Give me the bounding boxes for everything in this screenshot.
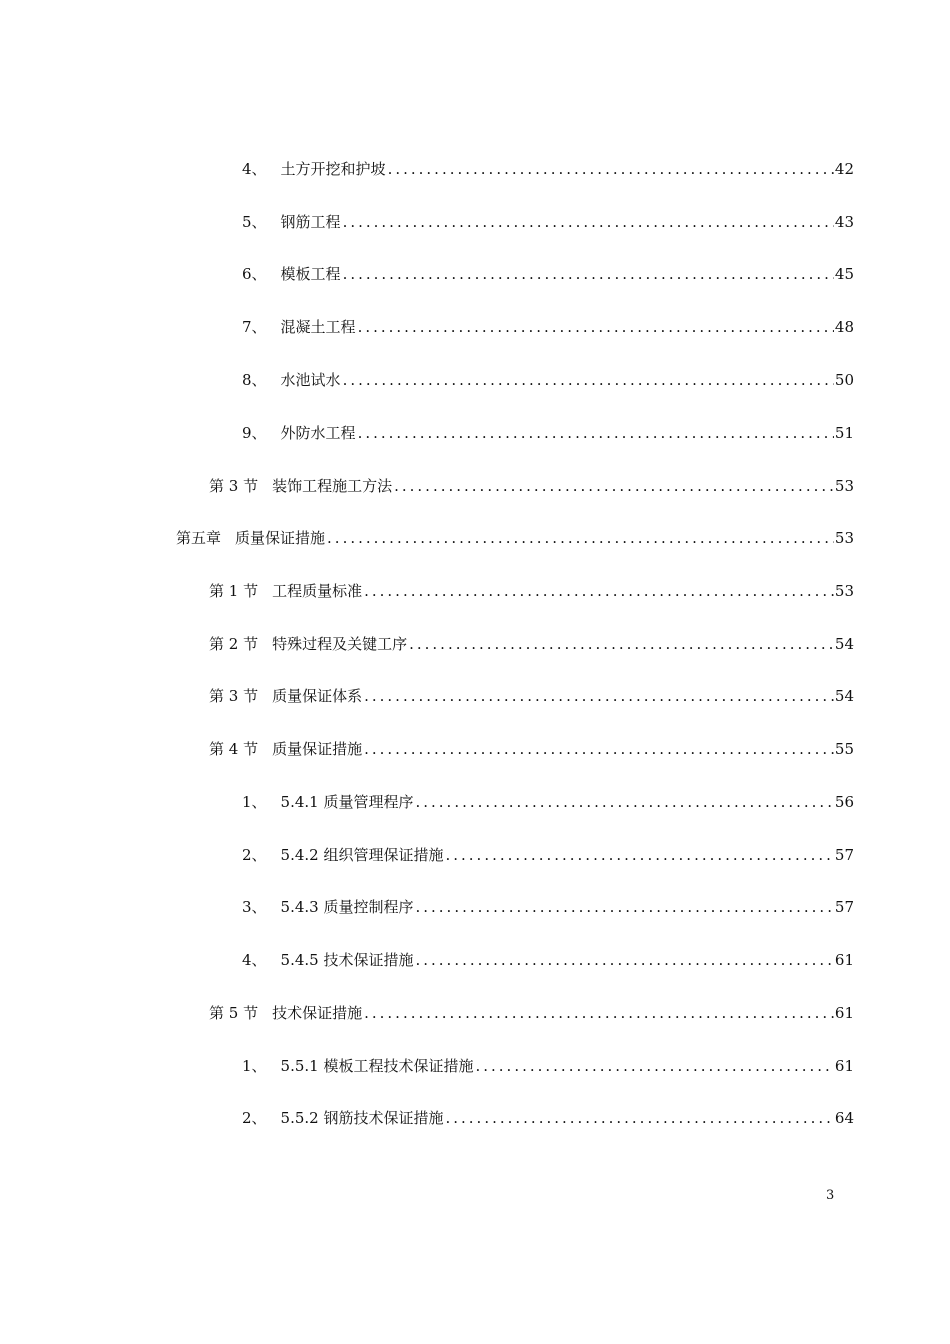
toc-dot-leader: [364, 735, 834, 763]
toc-entry[interactable]: [242, 260, 854, 288]
toc-entry[interactable]: [209, 682, 854, 710]
toc-dot-leader: [364, 577, 834, 605]
toc-entry-number: 6、: [242, 265, 267, 283]
toc-entry-number: 3、: [242, 898, 267, 916]
toc-dot-leader: [409, 630, 834, 658]
toc-entry-page: 64: [834, 1109, 854, 1127]
toc-entry[interactable]: [242, 313, 854, 341]
toc-entry[interactable]: [242, 366, 854, 394]
toc-dot-leader: [343, 208, 834, 236]
toc-entry[interactable]: [242, 155, 854, 183]
toc-dot-leader: [445, 1104, 833, 1132]
toc-entry-page: 61: [834, 951, 854, 969]
toc-entry-title: 5.5.1 模板工程技术保证措施: [280, 1057, 474, 1075]
toc-entry[interactable]: [209, 630, 854, 658]
toc-entry-number: 第 4 节: [209, 740, 259, 758]
toc-dot-leader: [364, 999, 834, 1027]
toc-entry-title: 质量保证措施: [235, 529, 326, 547]
toc-entry[interactable]: [242, 208, 854, 236]
toc-dot-leader: [388, 155, 834, 183]
toc-entry-page: 61: [834, 1057, 854, 1075]
toc-entry[interactable]: [242, 788, 854, 816]
toc-entry-title: 特殊过程及关键工序: [272, 635, 408, 653]
toc-entry[interactable]: [242, 1052, 854, 1080]
toc-dot-leader: [343, 366, 834, 394]
toc-entry-number: 9、: [242, 424, 267, 442]
toc-entry-number: 2、: [242, 1109, 267, 1127]
toc-dot-leader: [358, 313, 834, 341]
toc-entry-number: 1、: [242, 793, 267, 811]
toc-dot-leader: [445, 841, 833, 869]
toc-entry-page: 51: [834, 424, 854, 442]
toc-entry-title: 5.4.5 技术保证措施: [280, 951, 414, 969]
toc-dot-leader: [394, 472, 834, 500]
toc-entry-number: 第五章: [176, 529, 222, 547]
toc-dot-leader: [415, 788, 833, 816]
toc-entry-title: 5.4.2 组织管理保证措施: [280, 846, 444, 864]
toc-entry[interactable]: [242, 841, 854, 869]
toc-entry-number: 1、: [242, 1057, 267, 1075]
toc-entry-number: 第 1 节: [209, 582, 259, 600]
toc-entry-number: 第 5 节: [209, 1004, 259, 1022]
toc-entry-page: 42: [834, 160, 854, 178]
toc-entry-title: 质量保证措施: [272, 740, 363, 758]
toc-entry-number: 第 2 节: [209, 635, 259, 653]
page-number: 3: [826, 1188, 835, 1203]
toc-entry[interactable]: [176, 524, 854, 552]
toc-entry-page: 54: [834, 687, 854, 705]
toc-dot-leader: [327, 524, 834, 552]
toc-entry-number: 第 3 节: [209, 687, 259, 705]
toc-entry-page: 61: [834, 1004, 854, 1022]
toc-dot-leader: [343, 260, 834, 288]
toc-entry-page: 55: [834, 740, 854, 758]
toc-entry-page: 53: [834, 477, 854, 495]
toc-entry[interactable]: [242, 946, 854, 974]
toc-entry-page: 57: [834, 898, 854, 916]
toc-entry-page: 54: [834, 635, 854, 653]
toc-dot-leader: [364, 682, 834, 710]
toc-entry-page: 56: [834, 793, 854, 811]
toc-entry-title: 外防水工程: [280, 424, 356, 442]
toc-entry-page: 48: [834, 318, 854, 336]
toc-entry-page: 53: [834, 529, 854, 547]
toc-entry[interactable]: [242, 1104, 854, 1132]
toc-entry[interactable]: [209, 735, 854, 763]
toc-entry-title: 装饰工程施工方法: [272, 477, 393, 495]
toc-entry[interactable]: [242, 419, 854, 447]
toc-entry-title: 模板工程: [280, 265, 341, 283]
toc-dot-leader: [358, 419, 834, 447]
toc-entry-page: 57: [834, 846, 854, 864]
toc-dot-leader: [475, 1052, 833, 1080]
toc-entry-number: 第 3 节: [209, 477, 259, 495]
toc-entry-title: 技术保证措施: [272, 1004, 363, 1022]
toc-entry-number: 2、: [242, 846, 267, 864]
toc-entry[interactable]: [209, 472, 854, 500]
toc-entry-title: 5.4.1 质量管理程序: [280, 793, 414, 811]
toc-entry[interactable]: [209, 999, 854, 1027]
toc-entry-title: 混凝土工程: [280, 318, 356, 336]
toc-entry-number: 8、: [242, 371, 267, 389]
toc-dot-leader: [415, 946, 833, 974]
toc-entry-number: 4、: [242, 160, 267, 178]
toc-entry-title: 水池试水: [280, 371, 341, 389]
toc-entry-page: 45: [834, 265, 854, 283]
toc-entry-title: 土方开挖和护坡: [280, 160, 386, 178]
toc-entry-title: 质量保证体系: [272, 687, 363, 705]
toc-entry[interactable]: [209, 577, 854, 605]
toc-entry[interactable]: [242, 893, 854, 921]
toc-entry-page: 43: [834, 213, 854, 231]
toc-dot-leader: [415, 893, 833, 921]
toc-entry-page: 50: [834, 371, 854, 389]
toc-entry-title: 钢筋工程: [280, 213, 341, 231]
toc-entry-title: 工程质量标准: [272, 582, 363, 600]
toc-entry-page: 53: [834, 582, 854, 600]
toc-entry-title: 5.5.2 钢筋技术保证措施: [280, 1109, 444, 1127]
toc-entry-number: 4、: [242, 951, 267, 969]
toc-entry-title: 5.4.3 质量控制程序: [280, 898, 414, 916]
toc-entry-number: 7、: [242, 318, 267, 336]
toc-entry-number: 5、: [242, 213, 267, 231]
